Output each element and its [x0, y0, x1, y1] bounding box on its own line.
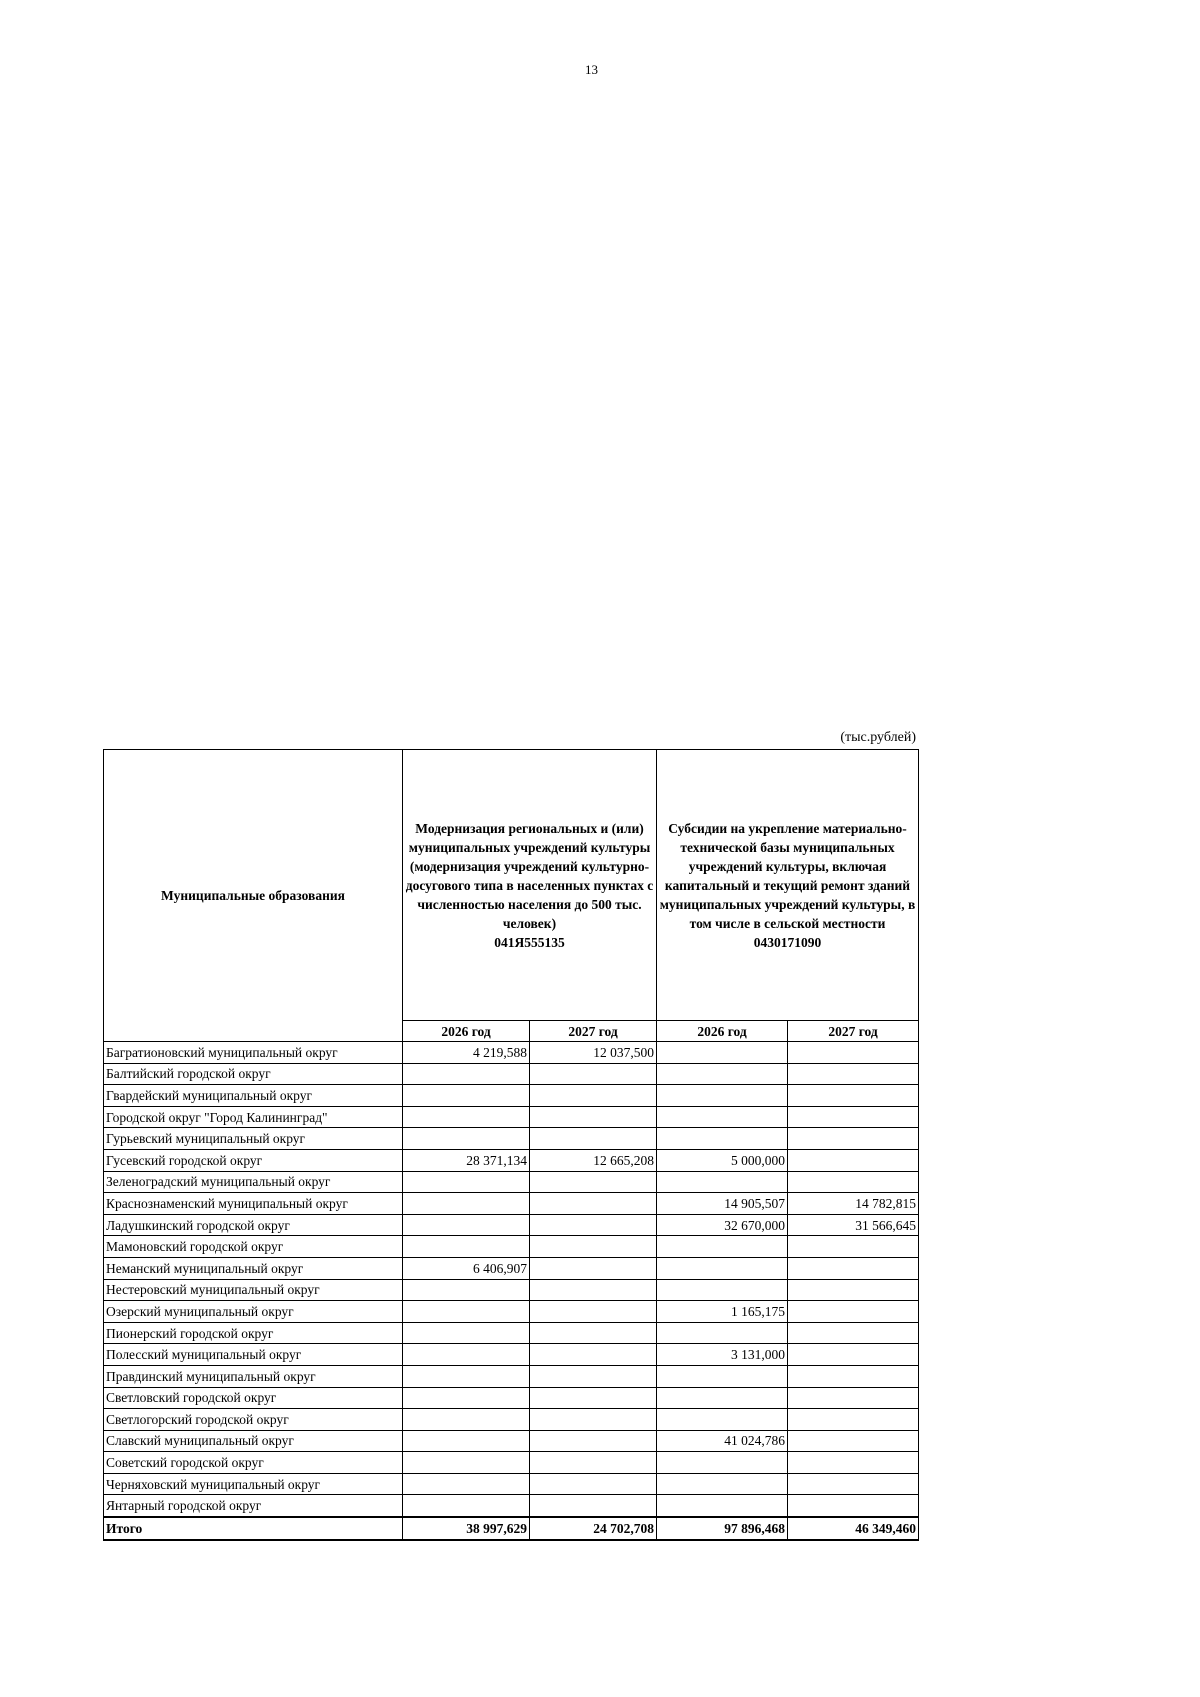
amount-cell — [788, 1452, 919, 1474]
amount-cell: 31 566,645 — [788, 1214, 919, 1236]
table-row — [104, 1301, 919, 1323]
amount-cell — [788, 1236, 919, 1258]
municipality-name: Зеленоградский муниципальный округ — [104, 1171, 403, 1193]
municipality-name: Озерский муниципальный округ — [104, 1301, 403, 1323]
amount-cell — [788, 1365, 919, 1387]
municipality-name: Славский муниципальный округ — [104, 1430, 403, 1452]
group2-title: Субсидии на укрепление материально-технической базы муниципальных учреждений культуры, включая капитальный и текущий ремонт зданий муниципальных учреждений культуры, в том числе в сельской местности — [659, 820, 916, 931]
amount-cell — [403, 1365, 530, 1387]
amount-cell — [403, 1236, 530, 1258]
amount-cell — [657, 1365, 788, 1387]
amount-cell — [788, 1322, 919, 1344]
amount-cell — [657, 1085, 788, 1107]
table-row — [104, 1322, 919, 1344]
amount-cell — [788, 1279, 919, 1301]
total-label: Итого — [104, 1517, 403, 1540]
municipality-name: Черняховский муниципальный округ — [104, 1473, 403, 1495]
amount-cell — [657, 1257, 788, 1279]
amount-cell — [403, 1193, 530, 1215]
municipality-name: Советский городской округ — [104, 1452, 403, 1474]
amount-cell — [788, 1257, 919, 1279]
amount-cell — [530, 1106, 657, 1128]
amount-cell — [530, 1279, 657, 1301]
table-row — [104, 1279, 919, 1301]
total-value: 46 349,460 — [788, 1517, 919, 1540]
amount-cell — [657, 1042, 788, 1064]
amount-cell — [530, 1085, 657, 1107]
amount-cell — [788, 1106, 919, 1128]
municipality-name: Городской округ "Город Калининград" — [104, 1106, 403, 1128]
amount-cell: 5 000,000 — [657, 1149, 788, 1171]
amount-cell — [403, 1106, 530, 1128]
amount-cell — [530, 1387, 657, 1409]
amount-cell — [788, 1171, 919, 1193]
amount-cell — [403, 1473, 530, 1495]
municipality-name: Краснознаменский муниципальный округ — [104, 1193, 403, 1215]
amount-cell — [657, 1063, 788, 1085]
amount-cell — [788, 1149, 919, 1171]
amount-cell: 6 406,907 — [403, 1257, 530, 1279]
amount-cell — [788, 1473, 919, 1495]
header-group-modernization — [403, 750, 657, 1021]
amount-cell — [657, 1279, 788, 1301]
amount-cell — [403, 1063, 530, 1085]
amount-cell: 14 905,507 — [657, 1193, 788, 1215]
amount-cell — [657, 1236, 788, 1258]
table-row — [104, 1344, 919, 1366]
municipality-name: Гусевский городской округ — [104, 1149, 403, 1171]
municipality-name: Неманский муниципальный округ — [104, 1257, 403, 1279]
amount-cell — [530, 1063, 657, 1085]
table-row — [104, 1106, 919, 1128]
municipality-name: Светлогорский городской округ — [104, 1409, 403, 1431]
amount-cell — [788, 1301, 919, 1323]
amount-cell: 32 670,000 — [657, 1214, 788, 1236]
units-label: (тыс.рублей) — [840, 730, 916, 745]
group1-code: 041Я555135 — [494, 934, 565, 950]
amount-cell — [403, 1214, 530, 1236]
table-row — [104, 1236, 919, 1258]
table-body — [104, 1042, 919, 1518]
municipality-name: Гурьевский муниципальный округ — [104, 1128, 403, 1150]
amount-cell: 12 665,208 — [530, 1149, 657, 1171]
amount-cell — [788, 1128, 919, 1150]
budget-table — [103, 749, 919, 1541]
amount-cell: 28 371,134 — [403, 1149, 530, 1171]
amount-cell — [530, 1322, 657, 1344]
table-row — [104, 1171, 919, 1193]
amount-cell — [530, 1214, 657, 1236]
amount-cell — [403, 1171, 530, 1193]
table-row — [104, 1387, 919, 1409]
table-row — [104, 1063, 919, 1085]
table-row — [104, 1193, 919, 1215]
page-number: 13 — [585, 62, 598, 77]
municipality-name: Полесский муниципальный округ — [104, 1344, 403, 1366]
amount-cell — [530, 1452, 657, 1474]
municipality-name: Ладушкинский городской округ — [104, 1214, 403, 1236]
amount-cell — [788, 1495, 919, 1517]
amount-cell — [530, 1257, 657, 1279]
total-value: 24 702,708 — [530, 1517, 657, 1540]
amount-cell — [403, 1344, 530, 1366]
amount-cell — [403, 1452, 530, 1474]
amount-cell — [530, 1301, 657, 1323]
amount-cell — [530, 1344, 657, 1366]
amount-cell — [657, 1322, 788, 1344]
amount-cell — [530, 1236, 657, 1258]
amount-cell — [530, 1473, 657, 1495]
amount-cell: 4 219,588 — [403, 1042, 530, 1064]
table-row — [104, 1452, 919, 1474]
municipality-name: Балтийский городской округ — [104, 1063, 403, 1085]
amount-cell — [530, 1365, 657, 1387]
amount-cell — [657, 1106, 788, 1128]
amount-cell — [530, 1495, 657, 1517]
amount-cell — [530, 1171, 657, 1193]
amount-cell: 3 131,000 — [657, 1344, 788, 1366]
municipality-name: Нестеровский муниципальный округ — [104, 1279, 403, 1301]
municipality-name: Правдинский муниципальный округ — [104, 1365, 403, 1387]
total-value: 97 896,468 — [657, 1517, 788, 1540]
amount-cell — [530, 1409, 657, 1431]
amount-cell — [530, 1128, 657, 1150]
amount-cell: 1 165,175 — [657, 1301, 788, 1323]
amount-cell — [403, 1387, 530, 1409]
amount-cell — [788, 1430, 919, 1452]
amount-cell: 12 037,500 — [530, 1042, 657, 1064]
amount-cell — [788, 1042, 919, 1064]
amount-cell: 41 024,786 — [657, 1430, 788, 1452]
amount-cell — [530, 1193, 657, 1215]
amount-cell — [788, 1409, 919, 1431]
amount-cell — [657, 1409, 788, 1431]
header-group-subsidies — [657, 750, 919, 1021]
header-year: 2027 год — [788, 1021, 919, 1042]
amount-cell — [530, 1430, 657, 1452]
amount-cell — [403, 1301, 530, 1323]
municipality-name: Светловский городской округ — [104, 1387, 403, 1409]
amount-cell — [403, 1085, 530, 1107]
amount-cell — [788, 1085, 919, 1107]
table-row — [104, 1149, 919, 1171]
group1-title: Модернизация региональных и (или) муниципальных учреждений культуры (модернизация учреждений культурно-досугового типа в населенных пунктах с численностью населения до 500 тыс. человек) — [405, 820, 654, 931]
amount-cell — [657, 1171, 788, 1193]
municipality-name: Пионерский городской округ — [104, 1322, 403, 1344]
table-row — [104, 1409, 919, 1431]
table-row — [104, 1365, 919, 1387]
header-year: 2027 год — [530, 1021, 657, 1042]
amount-cell — [657, 1387, 788, 1409]
table-row — [104, 1042, 919, 1064]
amount-cell: 14 782,815 — [788, 1193, 919, 1215]
amount-cell — [403, 1495, 530, 1517]
amount-cell — [657, 1495, 788, 1517]
header-municipalities: Муниципальные образования — [104, 750, 403, 1042]
header-year: 2026 год — [657, 1021, 788, 1042]
header-year: 2026 год — [403, 1021, 530, 1042]
total-row — [104, 1517, 919, 1540]
amount-cell — [403, 1409, 530, 1431]
amount-cell — [403, 1128, 530, 1150]
amount-cell — [403, 1322, 530, 1344]
amount-cell — [657, 1452, 788, 1474]
amount-cell — [403, 1430, 530, 1452]
amount-cell — [657, 1128, 788, 1150]
municipality-name: Мамоновский городской округ — [104, 1236, 403, 1258]
amount-cell — [403, 1279, 530, 1301]
table-row — [104, 1214, 919, 1236]
table-row — [104, 1495, 919, 1517]
table-row — [104, 1430, 919, 1452]
group2-code: 0430171090 — [753, 934, 822, 950]
amount-cell — [657, 1473, 788, 1495]
table-row — [104, 1473, 919, 1495]
municipality-name: Гвардейский муниципальный округ — [104, 1085, 403, 1107]
amount-cell — [788, 1387, 919, 1409]
total-value: 38 997,629 — [403, 1517, 530, 1540]
amount-cell — [788, 1344, 919, 1366]
table-row — [104, 1128, 919, 1150]
table-row — [104, 1085, 919, 1107]
amount-cell — [788, 1063, 919, 1085]
municipality-name: Багратионовский муниципальный округ — [104, 1042, 403, 1064]
table-row — [104, 1257, 919, 1279]
municipality-name: Янтарный городской округ — [104, 1495, 403, 1517]
